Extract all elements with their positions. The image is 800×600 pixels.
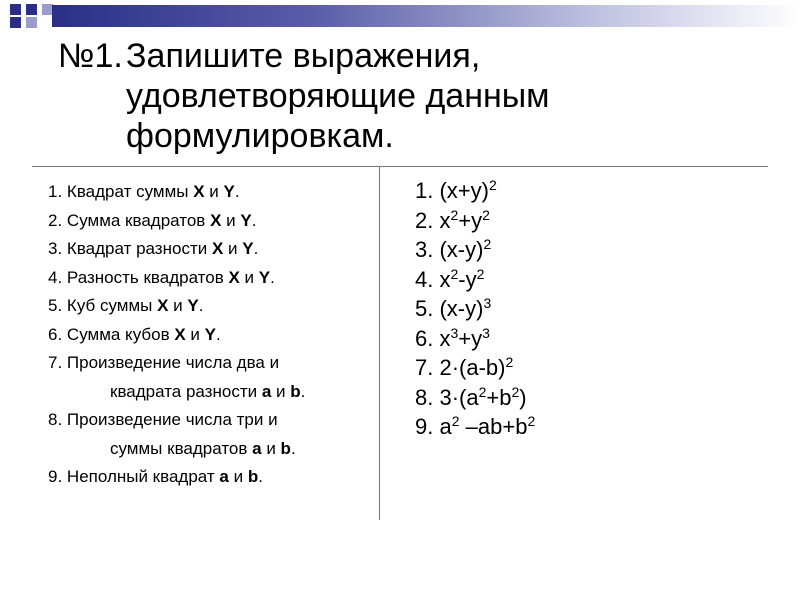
title-number: №1. <box>58 37 123 75</box>
answer-item: 7. $2\cdot(a-b)^2$ <box>415 354 514 380</box>
task-list <box>48 178 378 492</box>
title-line: удовлетворяющие данным <box>126 77 550 115</box>
answer-item: 8. $3\cdot(a^2+b^2)$ <box>415 383 527 410</box>
list-item: 5. Куб суммы X и Y. <box>48 296 204 315</box>
title-line: Запишите выражения, <box>126 37 481 75</box>
answer-item: 2. $x^2+y^2$ <box>415 206 490 233</box>
header-band <box>52 5 800 27</box>
vertical-divider <box>379 166 380 520</box>
list-item: 8. Произведение числа три и <box>48 410 278 429</box>
deco-square <box>10 17 21 28</box>
list-item: 2. Сумма квадратов X и Y. <box>48 210 257 230</box>
deco-square <box>10 4 21 15</box>
answer-item: 5. $(x-y)^3$ <box>415 295 492 321</box>
horizontal-divider <box>32 166 768 167</box>
answer-list <box>415 176 765 442</box>
answer-item: 1. $(x+y)^2$ <box>415 177 497 203</box>
list-item: 1. Квадрат суммы X и Y. <box>48 182 240 201</box>
list-item: 7. Произведение числа два и <box>48 353 280 372</box>
list-item: 3. Квадрат разности X и Y. <box>48 239 259 258</box>
title-text <box>126 36 746 156</box>
answer-item: 3. $(x-y)^2$ <box>415 236 492 262</box>
title-line: формулировкам. <box>126 117 394 155</box>
list-item: 6. Сумма кубов X и Y. <box>48 324 221 344</box>
deco-square <box>26 4 37 15</box>
list-item: 9. Неполный квадрат a и b. <box>48 467 263 486</box>
deco-square <box>26 17 37 28</box>
answer-item: 4. $x^2-y^2$ <box>415 265 485 292</box>
list-item-continuation: квадрата разности a и b. <box>110 381 306 401</box>
list-item: 4. Разность квадратов X и Y. <box>48 267 275 287</box>
answer-item: 9. $a^2$ $-ab+b^2$ <box>415 413 536 439</box>
list-item-continuation: суммы квадратов a и b. <box>110 438 296 458</box>
answer-item: 6. $x^3+y^3$ <box>415 324 490 351</box>
